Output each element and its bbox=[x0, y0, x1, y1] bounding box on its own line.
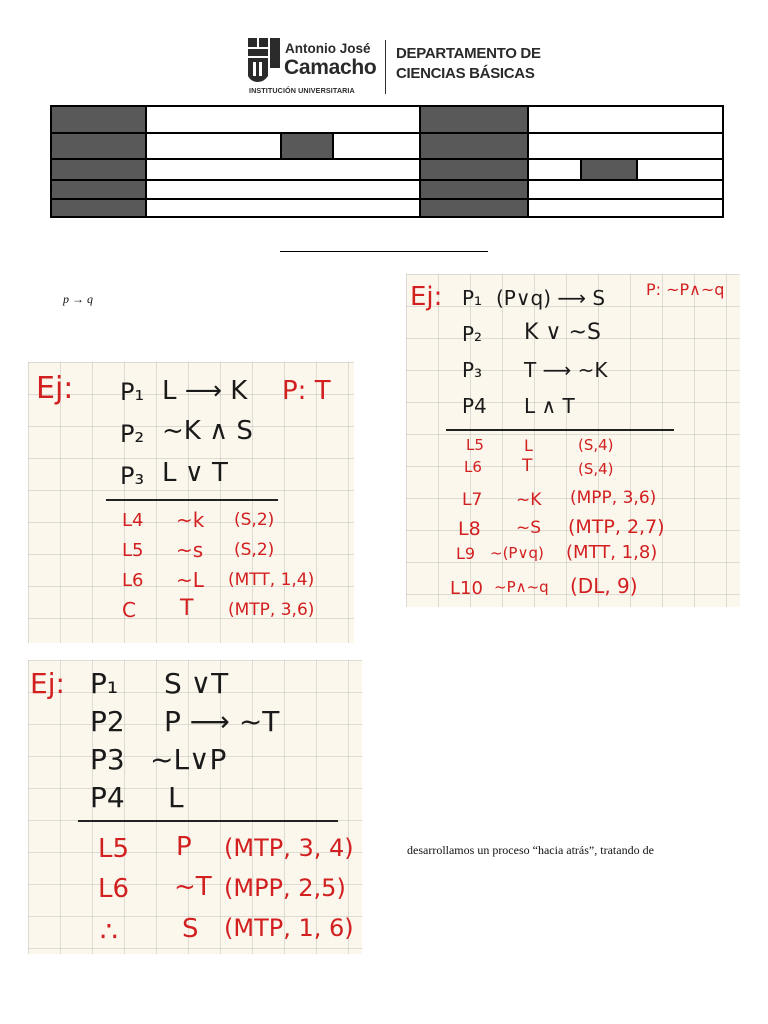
step-expression: ~s bbox=[176, 538, 204, 562]
institution-logo-icon bbox=[248, 38, 282, 84]
table-label-cell bbox=[581, 160, 637, 180]
step-label: L8 bbox=[458, 518, 481, 540]
department-name-line1: DEPARTAMENTO DE bbox=[396, 45, 541, 62]
table-col-divider bbox=[419, 107, 421, 216]
step-expression: T bbox=[180, 596, 194, 621]
premise-expression: ~K ∧ S bbox=[162, 416, 253, 446]
step-label: ∴ bbox=[100, 915, 118, 948]
premise-label: P₂ bbox=[120, 420, 145, 448]
example-label: Ej: bbox=[410, 282, 443, 312]
step-label: L6 bbox=[98, 874, 130, 904]
institution-header bbox=[248, 38, 541, 98]
step-label: L7 bbox=[462, 490, 483, 510]
example-label: Ej: bbox=[36, 371, 74, 406]
step-label: L5 bbox=[122, 540, 144, 561]
premise-label: P₂ bbox=[462, 322, 483, 346]
example-panel-1 bbox=[28, 362, 354, 643]
step-justification: (MTT, 1,4) bbox=[228, 570, 315, 590]
premise-expression: L ∧ T bbox=[524, 394, 575, 418]
premise-expression: (P∨q) ⟶ S bbox=[496, 286, 606, 310]
premise-expression: T ⟶ ~K bbox=[524, 358, 608, 382]
step-label: L6 bbox=[122, 570, 144, 591]
table-col-divider bbox=[280, 132, 282, 160]
derivation-rule bbox=[78, 820, 338, 822]
premise-label: P₃ bbox=[462, 358, 483, 382]
premise-label: P4 bbox=[90, 781, 125, 814]
step-justification: (S,2) bbox=[234, 510, 275, 530]
step-expression: ~k bbox=[176, 508, 205, 532]
institution-name-line3: INSTITUCIÓN UNIVERSITARIA bbox=[249, 86, 355, 95]
premise-label: P₁ bbox=[462, 286, 483, 310]
goal-label: P: ~P∧~q bbox=[646, 280, 725, 299]
step-justification: (MPP, 2,5) bbox=[224, 874, 346, 902]
table-label-cell bbox=[281, 134, 333, 160]
premise-expression: K ∨ ~S bbox=[524, 320, 601, 345]
paragraph-text: desarrollamos un proceso “hacia atrás”, tratando de bbox=[407, 843, 654, 857]
derivation-rule bbox=[106, 499, 278, 501]
step-label: L10 bbox=[450, 578, 483, 599]
premise-label: P2 bbox=[90, 705, 125, 738]
premise-expression: S ∨T bbox=[164, 667, 229, 700]
institution-name-line1: Antonio José bbox=[285, 41, 371, 56]
example-panel-3 bbox=[28, 660, 362, 954]
step-expression: ~(P∨q) bbox=[490, 544, 544, 562]
step-expression: L bbox=[524, 436, 533, 455]
step-label: L5 bbox=[466, 436, 484, 454]
example-panel-2 bbox=[406, 274, 740, 607]
course-info-table bbox=[50, 105, 724, 218]
premise-label: P₁ bbox=[120, 378, 145, 406]
step-label: L9 bbox=[456, 544, 476, 563]
implication-formula: p → q bbox=[63, 292, 93, 306]
step-justification: (S,2) bbox=[234, 540, 275, 560]
table-col-divider bbox=[580, 158, 582, 180]
premise-expression: P ⟶ ~T bbox=[164, 705, 280, 738]
table-row-divider bbox=[52, 132, 722, 134]
institution-name-line2: Camacho bbox=[284, 56, 377, 79]
premise-label: P₃ bbox=[120, 462, 145, 490]
goal-label: P: T bbox=[282, 376, 331, 406]
step-expression: ~T bbox=[174, 872, 212, 902]
step-expression: S bbox=[182, 914, 199, 944]
table-col-divider bbox=[332, 132, 334, 160]
table-row-divider bbox=[52, 198, 722, 200]
table-col-divider bbox=[636, 158, 638, 180]
step-label: L6 bbox=[464, 458, 482, 476]
step-label: L4 bbox=[122, 510, 144, 531]
step-expression: P bbox=[176, 832, 192, 862]
department-name-line2: CIENCIAS BÁSICAS bbox=[396, 65, 535, 82]
table-row-divider bbox=[52, 158, 722, 160]
step-expression: ~S bbox=[516, 518, 542, 538]
step-justification: (MTP, 3, 4) bbox=[224, 834, 354, 862]
derivation-rule bbox=[446, 429, 674, 431]
title-underline bbox=[280, 251, 488, 252]
premise-expression: ~L∨P bbox=[150, 743, 227, 776]
premise-label: P₁ bbox=[90, 667, 119, 700]
step-expression: ~P∧~q bbox=[494, 578, 549, 596]
step-justification: (S,4) bbox=[578, 460, 614, 478]
step-expression: ~L bbox=[176, 568, 204, 592]
step-justification: (MTP, 3,6) bbox=[228, 600, 315, 620]
step-expression: T bbox=[522, 456, 533, 476]
step-justification: (MPP, 3,6) bbox=[570, 488, 657, 508]
step-justification: (DL, 9) bbox=[570, 574, 638, 598]
step-justification: (MTP, 2,7) bbox=[568, 516, 665, 538]
premise-label: P4 bbox=[462, 394, 487, 418]
table-row-divider bbox=[52, 179, 722, 181]
step-justification: (MTP, 1, 6) bbox=[224, 914, 354, 942]
step-justification: (S,4) bbox=[578, 436, 614, 454]
header-divider bbox=[385, 40, 386, 94]
premise-label: P3 bbox=[90, 743, 125, 776]
example-label: Ej: bbox=[30, 667, 65, 700]
step-label: C bbox=[122, 598, 136, 622]
premise-expression: L ⟶ K bbox=[162, 376, 248, 406]
step-expression: ~K bbox=[516, 490, 542, 510]
step-justification: (MTT, 1,8) bbox=[566, 542, 658, 563]
premise-expression: L ∨ T bbox=[162, 458, 228, 488]
table-col-divider bbox=[145, 107, 147, 216]
step-label: L5 bbox=[98, 834, 130, 864]
premise-expression: L bbox=[168, 781, 184, 814]
table-col-divider bbox=[527, 107, 529, 216]
